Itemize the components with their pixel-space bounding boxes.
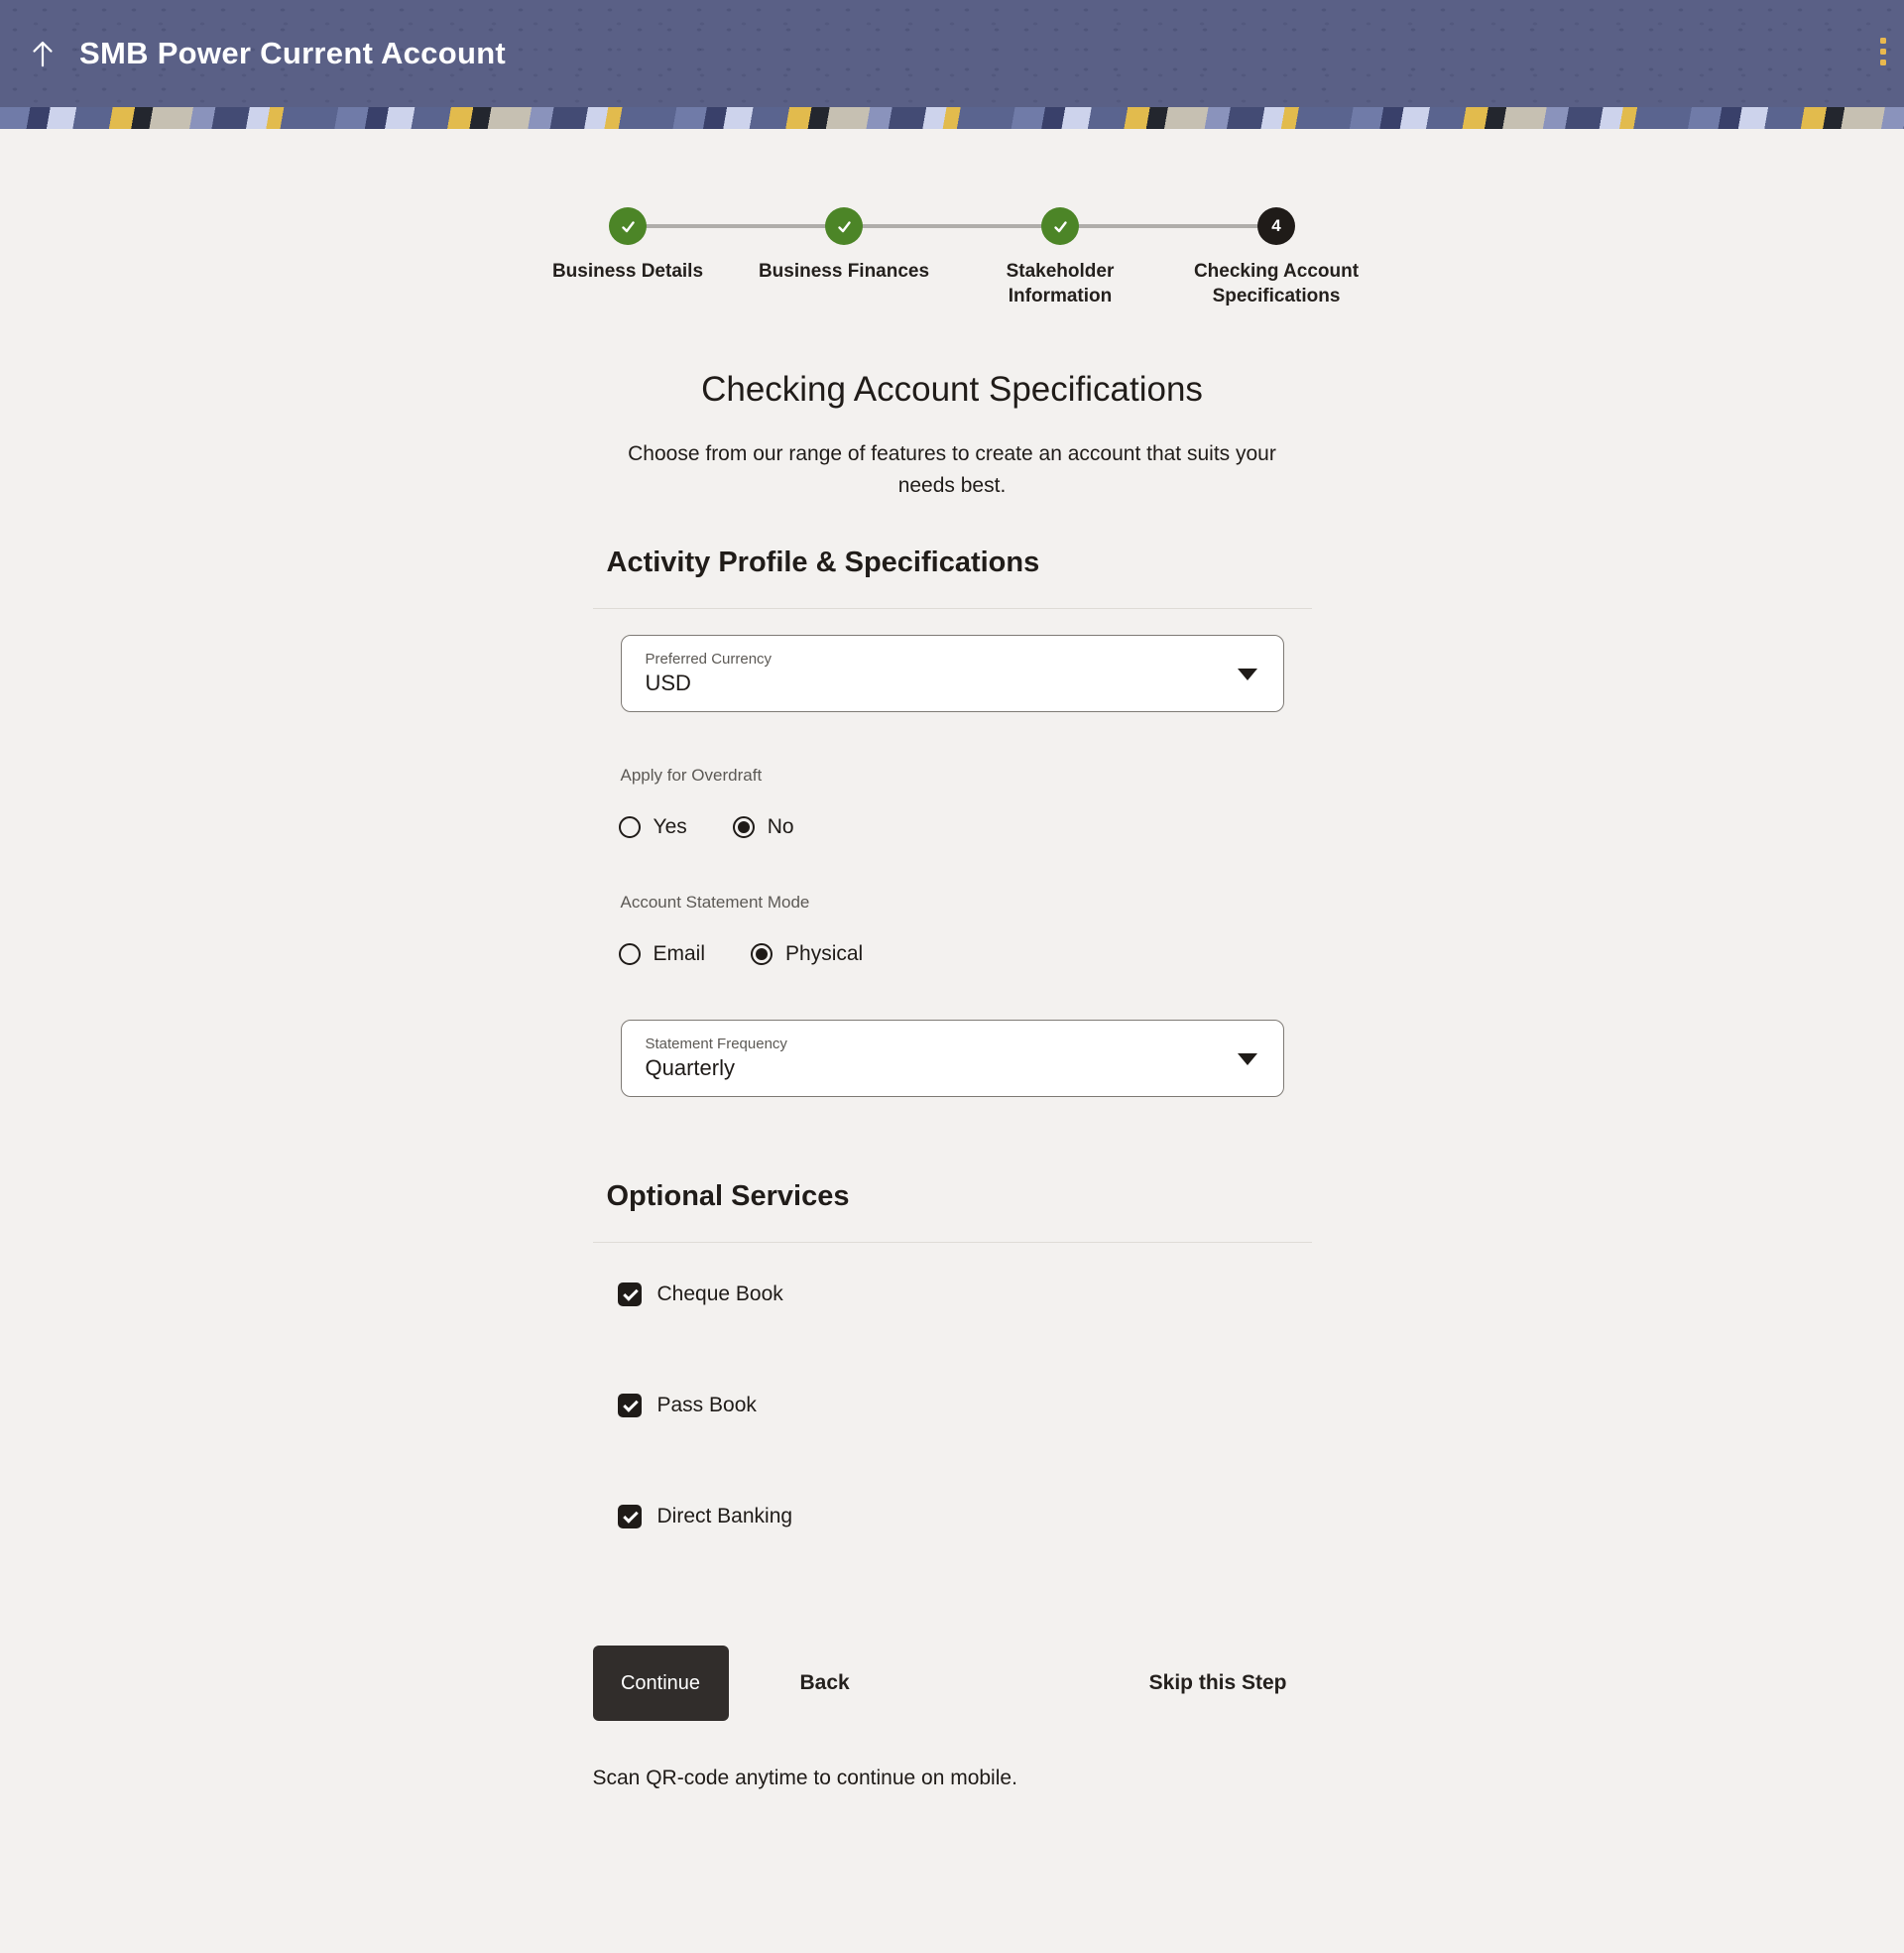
radio-label: Yes <box>653 815 687 839</box>
checkbox-label: Cheque Book <box>656 1282 783 1306</box>
checkbox-label: Pass Book <box>656 1394 757 1417</box>
back-button[interactable]: Back <box>799 1671 850 1695</box>
radio-icon[interactable] <box>751 943 773 965</box>
checkbox-icon[interactable] <box>618 1505 642 1528</box>
step-number: 4 <box>1271 216 1281 235</box>
statement-mode-group-label: Account Statement Mode <box>620 893 810 913</box>
checkbox-icon[interactable] <box>618 1394 642 1417</box>
step-business-finances <box>736 207 952 308</box>
continue-button[interactable]: Continue <box>593 1646 729 1721</box>
overdraft-radio-group <box>619 815 1312 839</box>
radio-icon[interactable] <box>619 816 641 838</box>
preferred-currency-value: USD <box>645 671 691 696</box>
overdraft-group-label: Apply for Overdraft <box>620 766 763 786</box>
preferred-currency-label: Preferred Currency <box>645 651 773 669</box>
section-divider <box>593 608 1312 609</box>
form-column <box>593 547 1312 1790</box>
radio-icon[interactable] <box>733 816 755 838</box>
statement-frequency-select[interactable] <box>621 1020 1284 1097</box>
overdraft-option-yes[interactable] <box>619 815 687 839</box>
app-header <box>0 0 1904 107</box>
radio-icon[interactable] <box>619 943 641 965</box>
step-checking-account-specifications <box>1168 207 1384 308</box>
cheque-book-checkbox-row[interactable] <box>618 1282 1312 1306</box>
radio-label: Physical <box>785 942 864 966</box>
step-current-marker[interactable] <box>1257 207 1295 245</box>
checkbox-icon[interactable] <box>618 1282 642 1306</box>
step-stakeholder-information <box>952 207 1168 308</box>
step-business-details <box>520 207 736 308</box>
step-label: Checking Account Specifications <box>1193 261 1360 306</box>
actions-row <box>593 1646 1312 1721</box>
section-divider <box>593 1242 1312 1243</box>
statement-frequency-label: Statement Frequency <box>645 1036 787 1053</box>
checkbox-label: Direct Banking <box>656 1505 793 1528</box>
step-complete-check-icon[interactable] <box>609 207 647 245</box>
page-title: Checking Account Specifications <box>701 370 1203 410</box>
overdraft-option-no[interactable] <box>733 815 794 839</box>
step-complete-check-icon[interactable] <box>1041 207 1079 245</box>
app-title: SMB Power Current Account <box>79 36 507 70</box>
statement-mode-option-email[interactable] <box>619 942 706 966</box>
step-label: Business Finances <box>758 261 930 282</box>
statement-mode-option-physical[interactable] <box>751 942 863 966</box>
back-arrow-icon[interactable] <box>28 37 58 70</box>
skip-this-step-button[interactable]: Skip this Step <box>1148 1671 1287 1695</box>
step-label: Business Details <box>551 261 704 282</box>
preferred-currency-select[interactable] <box>621 635 1284 712</box>
section-heading-activity: Activity Profile & Specifications <box>606 547 1040 579</box>
step-label: Stakeholder Information <box>1006 261 1115 306</box>
statement-frequency-value: Quarterly <box>645 1055 735 1081</box>
kebab-menu-icon[interactable] <box>1872 32 1894 71</box>
wizard-stepper <box>520 207 1384 308</box>
step-complete-check-icon[interactable] <box>825 207 863 245</box>
pass-book-checkbox-row[interactable] <box>618 1394 1312 1417</box>
section-heading-optional-services: Optional Services <box>606 1180 850 1213</box>
radio-label: Email <box>653 942 706 966</box>
direct-banking-checkbox-row[interactable] <box>618 1505 1312 1528</box>
statement-mode-radio-group <box>619 942 1312 966</box>
decorative-banner <box>0 107 1904 129</box>
caret-down-icon <box>1238 669 1257 680</box>
page-subtitle: Choose from our range of features to create an account that suits your needs best. <box>628 442 1276 497</box>
radio-label: No <box>767 815 794 839</box>
qr-code-note: Scan QR-code anytime to continue on mobile. <box>592 1767 1017 1790</box>
caret-down-icon <box>1238 1053 1257 1065</box>
